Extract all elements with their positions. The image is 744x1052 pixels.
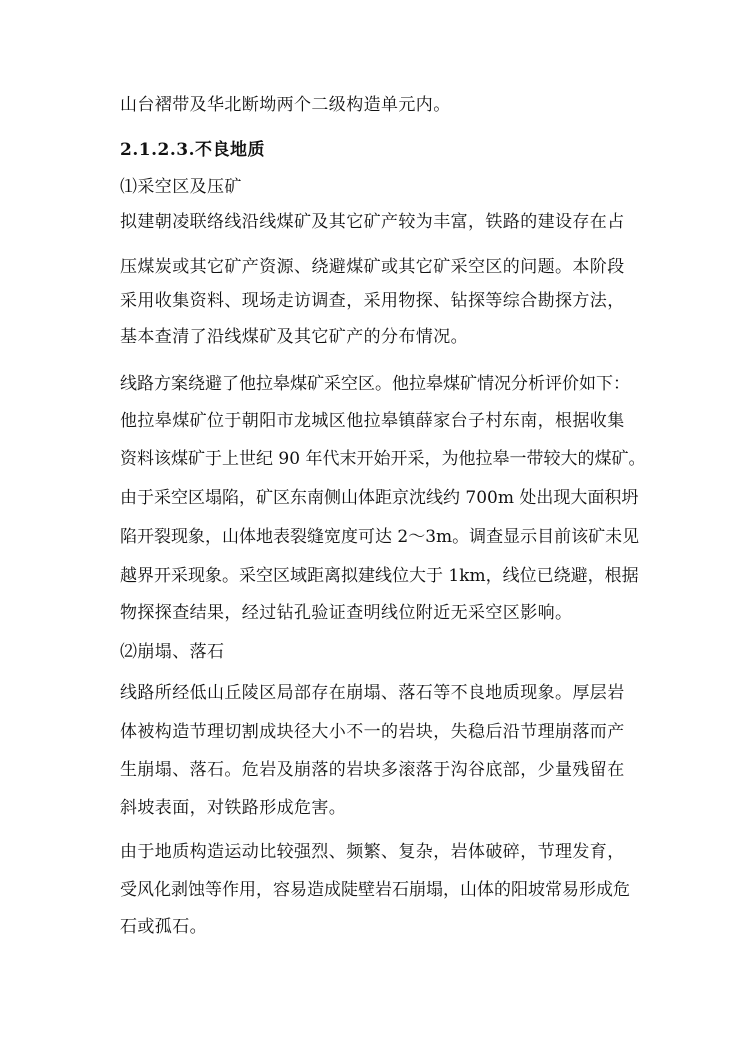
paragraph-4-line-1: 由于地质构造运动比较强烈、频繁、复杂，岩体破碎，节理发育， (120, 842, 625, 862)
paragraph-3-line-3: 生崩塌、落石。危岩及崩落的岩块多滚落于沟谷底部，少量残留在 (120, 760, 625, 780)
paragraph-3-line-1: 线路所经低山丘陵区局部存在崩塌、落石等不良地质现象。厚层岩 (120, 683, 625, 703)
paragraph-4-line-2: 受风化剥蚀等作用，容易造成陡壁岩石崩塌，山体的阳坡常易形成危 (120, 880, 630, 900)
paragraph-1-line-4: 基本查清了沿线煤矿及其它矿产的分布情况。 (120, 327, 468, 347)
subsection-heading-2: ⑵崩塌、落石 (120, 642, 225, 662)
paragraph-3-line-2: 体被构造节理切割成块径大小不一的岩块，失稳后沿节理崩落而产 (120, 722, 625, 742)
section-heading: 2.1.2.3.不良地质 (120, 140, 265, 160)
paragraph-2-line-5: 陷开裂现象，山体地表裂缝宽度可达 2～3m。调查显示目前该矿未见 (120, 527, 640, 547)
paragraph-1-line-3: 采用收集资料、现场走访调查，采用物探、钻探等综合勘探方法， (120, 291, 625, 311)
paragraph-4-line-3: 石或孤石。 (120, 917, 207, 937)
text-line-1: 山台褶带及华北断坳两个二级构造单元内。 (120, 95, 451, 115)
paragraph-1-line-1: 拟建朝凌联络线沿线煤矿及其它矿产较为丰富，铁路的建设存在占 (120, 212, 625, 232)
paragraph-2-line-4: 由于采空区塌陷，矿区东南侧山体距京沈线约 700m 处出现大面积坍 (120, 488, 639, 508)
paragraph-2-line-7: 物探探查结果，经过钻孔验证查明线位附近无采空区影响。 (120, 603, 573, 623)
paragraph-2-line-6: 越界开采现象。采空区域距离拟建线位大于 1km，线位已绕避，根据 (120, 566, 639, 586)
paragraph-2-line-2: 他拉皋煤矿位于朝阳市龙城区他拉皋镇薛家台子村东南，根据收集 (120, 411, 625, 431)
paragraph-1-line-2: 压煤炭或其它矿产资源、绕避煤矿或其它矿采空区的问题。本阶段 (120, 257, 625, 277)
paragraph-3-line-4: 斜坡表面，对铁路形成危害。 (120, 798, 347, 818)
paragraph-2-line-3: 资料该煤矿于上世纪 90 年代末开始开采，为他拉皋一带较大的煤矿。 (120, 449, 646, 469)
paragraph-2-line-1: 线路方案绕避了他拉皋煤矿采空区。他拉皋煤矿情况分析评价如下： (120, 374, 630, 394)
subsection-heading-1: ⑴采空区及压矿 (120, 177, 242, 197)
